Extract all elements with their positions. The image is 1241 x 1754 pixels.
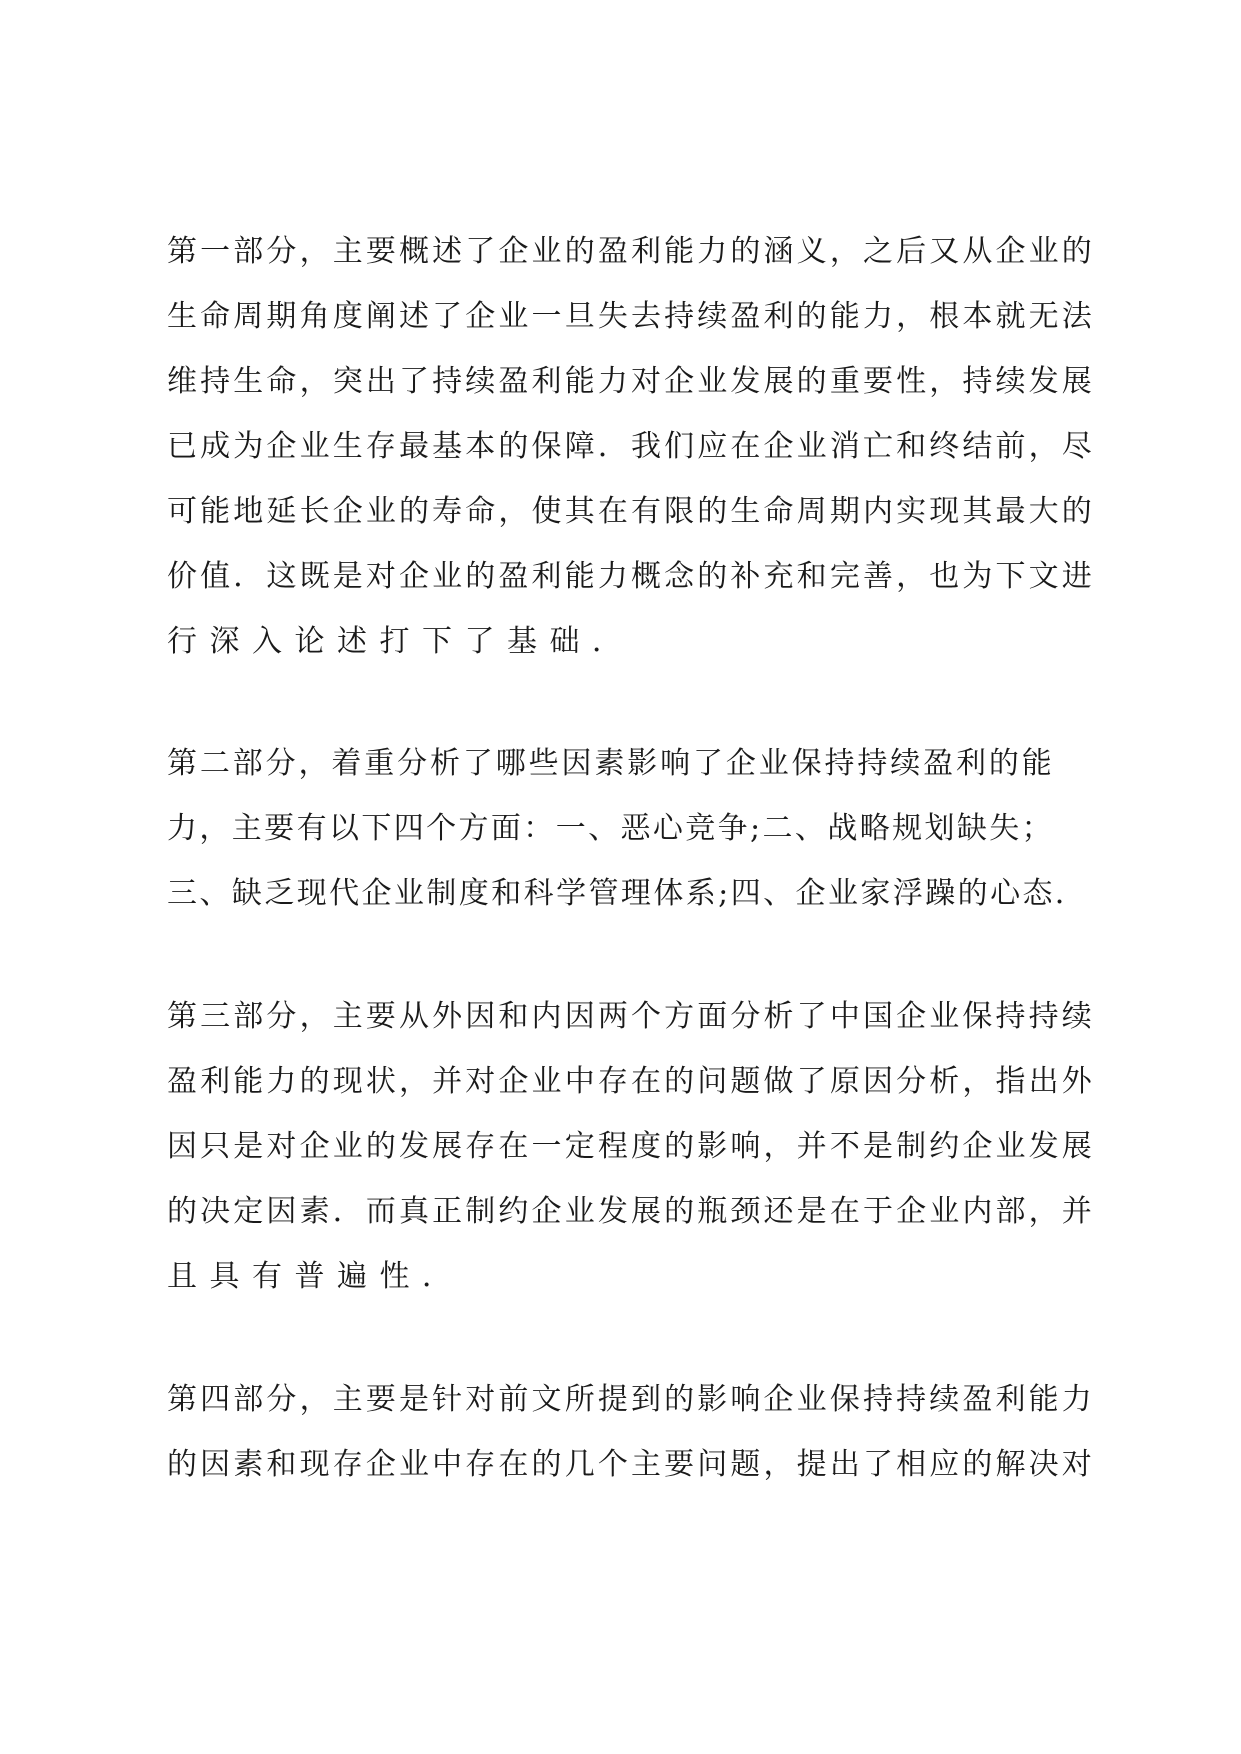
paragraph-line: 第 一 部 分 ， 主 要 概 述 了 企 业 的 盈 利 能 力 的 涵 义 ， 之 后 又 从 企 业 的 [167,234,1092,269]
paragraph-line: 可 能 地 延 长 企 业 的 寿 命 ， 使 其 在 有 限 的 生 命 周 期 内 实 现 其 最 大 的 [167,494,1092,529]
paragraph-line: 盈 利 能 力 的 现 状 ， 并 对 企 业 中 存 在 的 问 题 做 了 原 因 分 析 ， 指 出 外 [167,1064,1092,1099]
paragraph-line: 第 三 部 分 ， 主 要 从 外 因 和 内 因 两 个 方 面 分 析 了 中 国 企 业 保 持 持 续 [167,999,1092,1034]
paragraph-line: 且具有普遍性． [167,1259,465,1294]
paragraph-line: 的 因 素 和 现 存 企 业 中 存 在 的 几 个 主 要 问 题 ， 提 出 了 相 应 的 解 决 对 [167,1447,1092,1482]
paragraph-line: 第 四 部 分 ， 主 要 是 针 对 前 文 所 提 到 的 影 响 企 业 保 持 持 续 盈 利 能 力 [167,1382,1092,1417]
paragraph-line: 价 值 ． 这 既 是 对 企 业 的 盈 利 能 力 概 念 的 补 充 和 完 善 ， 也 为 下 文 进 [167,559,1092,594]
paragraph-line: 的 决 定 因 素 ． 而 真 正 制 约 企 业 发 展 的 瓶 颈 还 是 在 于 企 业 内 部 ， 并 [167,1194,1092,1229]
paragraph-line: 行深入论述打下了基础． [167,624,635,659]
paragraph-line: 已 成 为 企 业 生 存 最 基 本 的 保 障 ． 我 们 应 在 企 业 消 亡 和 终 结 前 ， 尽 [167,429,1092,464]
paragraph-line: 因 只 是 对 企 业 的 发 展 存 在 一 定 程 度 的 影 响 ， 并 不 是 制 约 企 业 发 展 [167,1129,1092,1164]
paragraph-line: 力 ， 主 要 有 以 下 四 个 方 面 ： 一 、 恶 心 竞 争 ; 二 、 战 略 规 划 缺 失 ； [167,811,1052,846]
paragraph-line: 生 命 周 期 角 度 阐 述 了 企 业 一 旦 失 去 持 续 盈 利 的 能 力 ， 根 本 就 无 法 [167,299,1092,334]
paragraph-line: 第 二 部 分 ， 着 重 分 析 了 哪 些 因 素 影 响 了 企 业 保 持 持 续 盈 利 的 能 [167,746,1052,781]
paragraph-line: 维 持 生 命 ， 突 出 了 持 续 盈 利 能 力 对 企 业 发 展 的 重 要 性 ， 持 续 发 展 [167,364,1092,399]
paragraph-line: 三 、 缺 乏 现 代 企 业 制 度 和 科 学 管 理 体 系 ; 四 、 企 业 家 浮 躁 的 心 态 ． [167,876,1085,911]
